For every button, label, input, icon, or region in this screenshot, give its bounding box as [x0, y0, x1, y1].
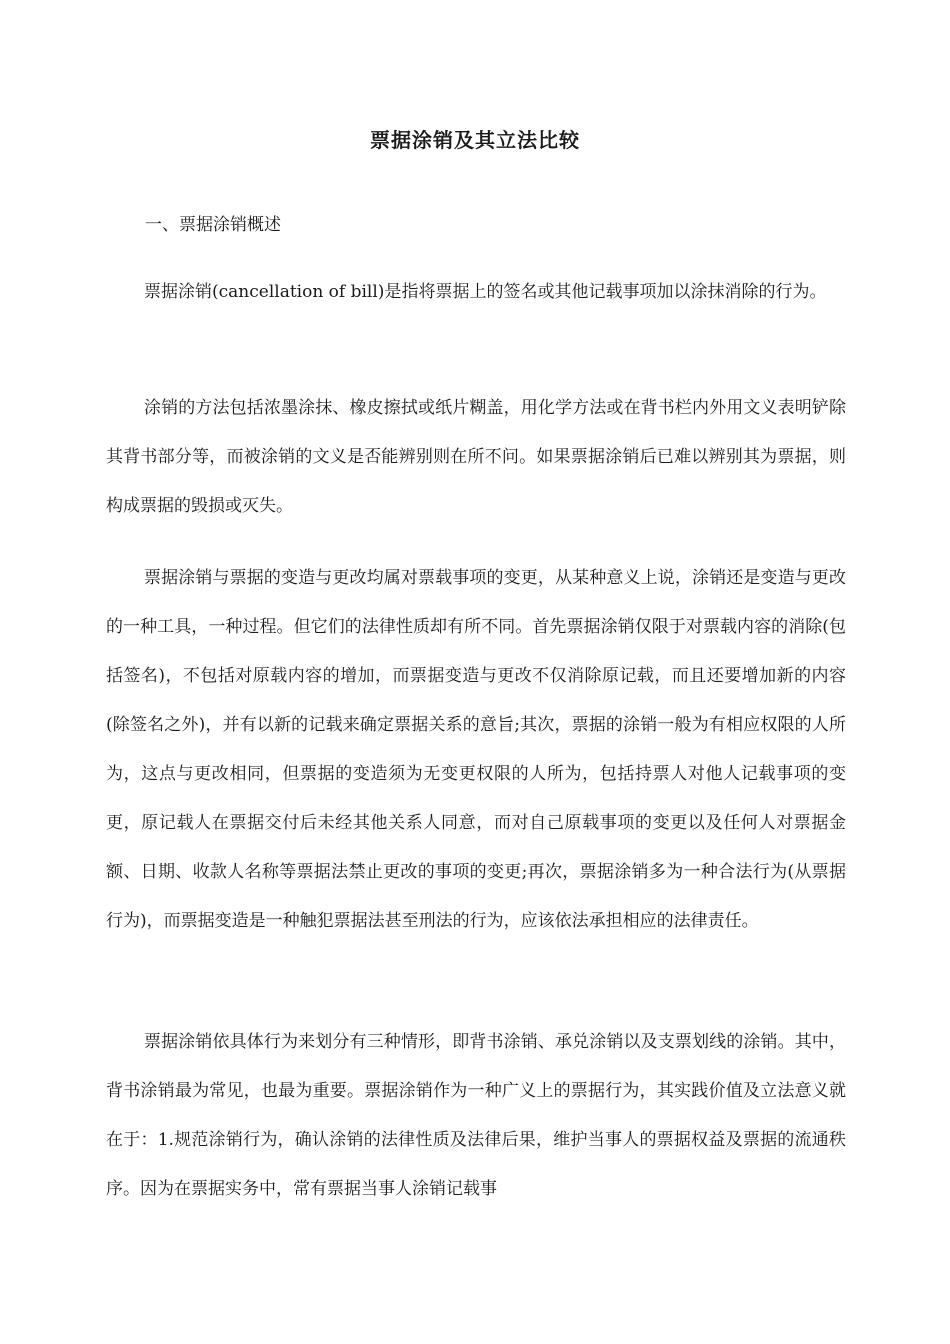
paragraph-2: 涂销的方法包括浓墨涂抹、橡皮擦拭或纸片糊盖，用化学方法或在背书栏内外用文义表明铲除其背书部分等，而被涂销的文义是否能辨别则在所不问。如果票据涂销后已难以辨别其为票据，则构成票据的毁损或灭失。	[106, 398, 846, 516]
paragraph-4: 票据涂销依具体行为来划分有三种情形，即背书涂销、承兑涂销以及支票划线的涂销。其中，背书涂销最为常见，也最为重要。票据涂销作为一种广义上的票据行为，其实践价值及立法意义就在于：1.规范涂销行为，确认涂销的法律性质及法律后果，维护当事人的票据权益及票据的流通秩序。因为在票据实务中，常有票据当事人涂销记载事	[106, 1032, 846, 1199]
section-heading: 一、票据涂销概述	[145, 215, 281, 235]
paragraph-1: 票据涂销(cancellation of bill)是指将票据上的签名或其他记载事项加以涂抹消除的行为。	[144, 282, 827, 302]
document-title: 票据涂销及其立法比较	[370, 128, 580, 152]
paragraph-3: 票据涂销与票据的变造与更改均属对票载事项的变更，从某种意义上说，涂销还是变造与更改的一种工具，一种过程。但它们的法律性质却有所不同。首先票据涂销仅限于对票载内容的消除(包括签名)，不包括对原载内容的增加，而票据变造与更改不仅消除原记载，而且还要增加新的内容(除签名之外)，并有以新的记载来确定票据关系的意旨;其次，票据的涂销一般为有相应权限的人所为，这点与更改相同，但票据的变造须为无变更权限的人所为，包括持票人对他人记载事项的变更，原记载人在票据交付后未经其他关系人同意，而对自己原载事项的变更以及任何人对票据金额、日期、收款人名称等票据法禁止更改的事项的变更;再次，票据涂销多为一种合法行为(从票据行为)，而票据变造是一种触犯票据法甚至刑法的行为，应该依法承担相应的法律责任。	[106, 568, 846, 931]
